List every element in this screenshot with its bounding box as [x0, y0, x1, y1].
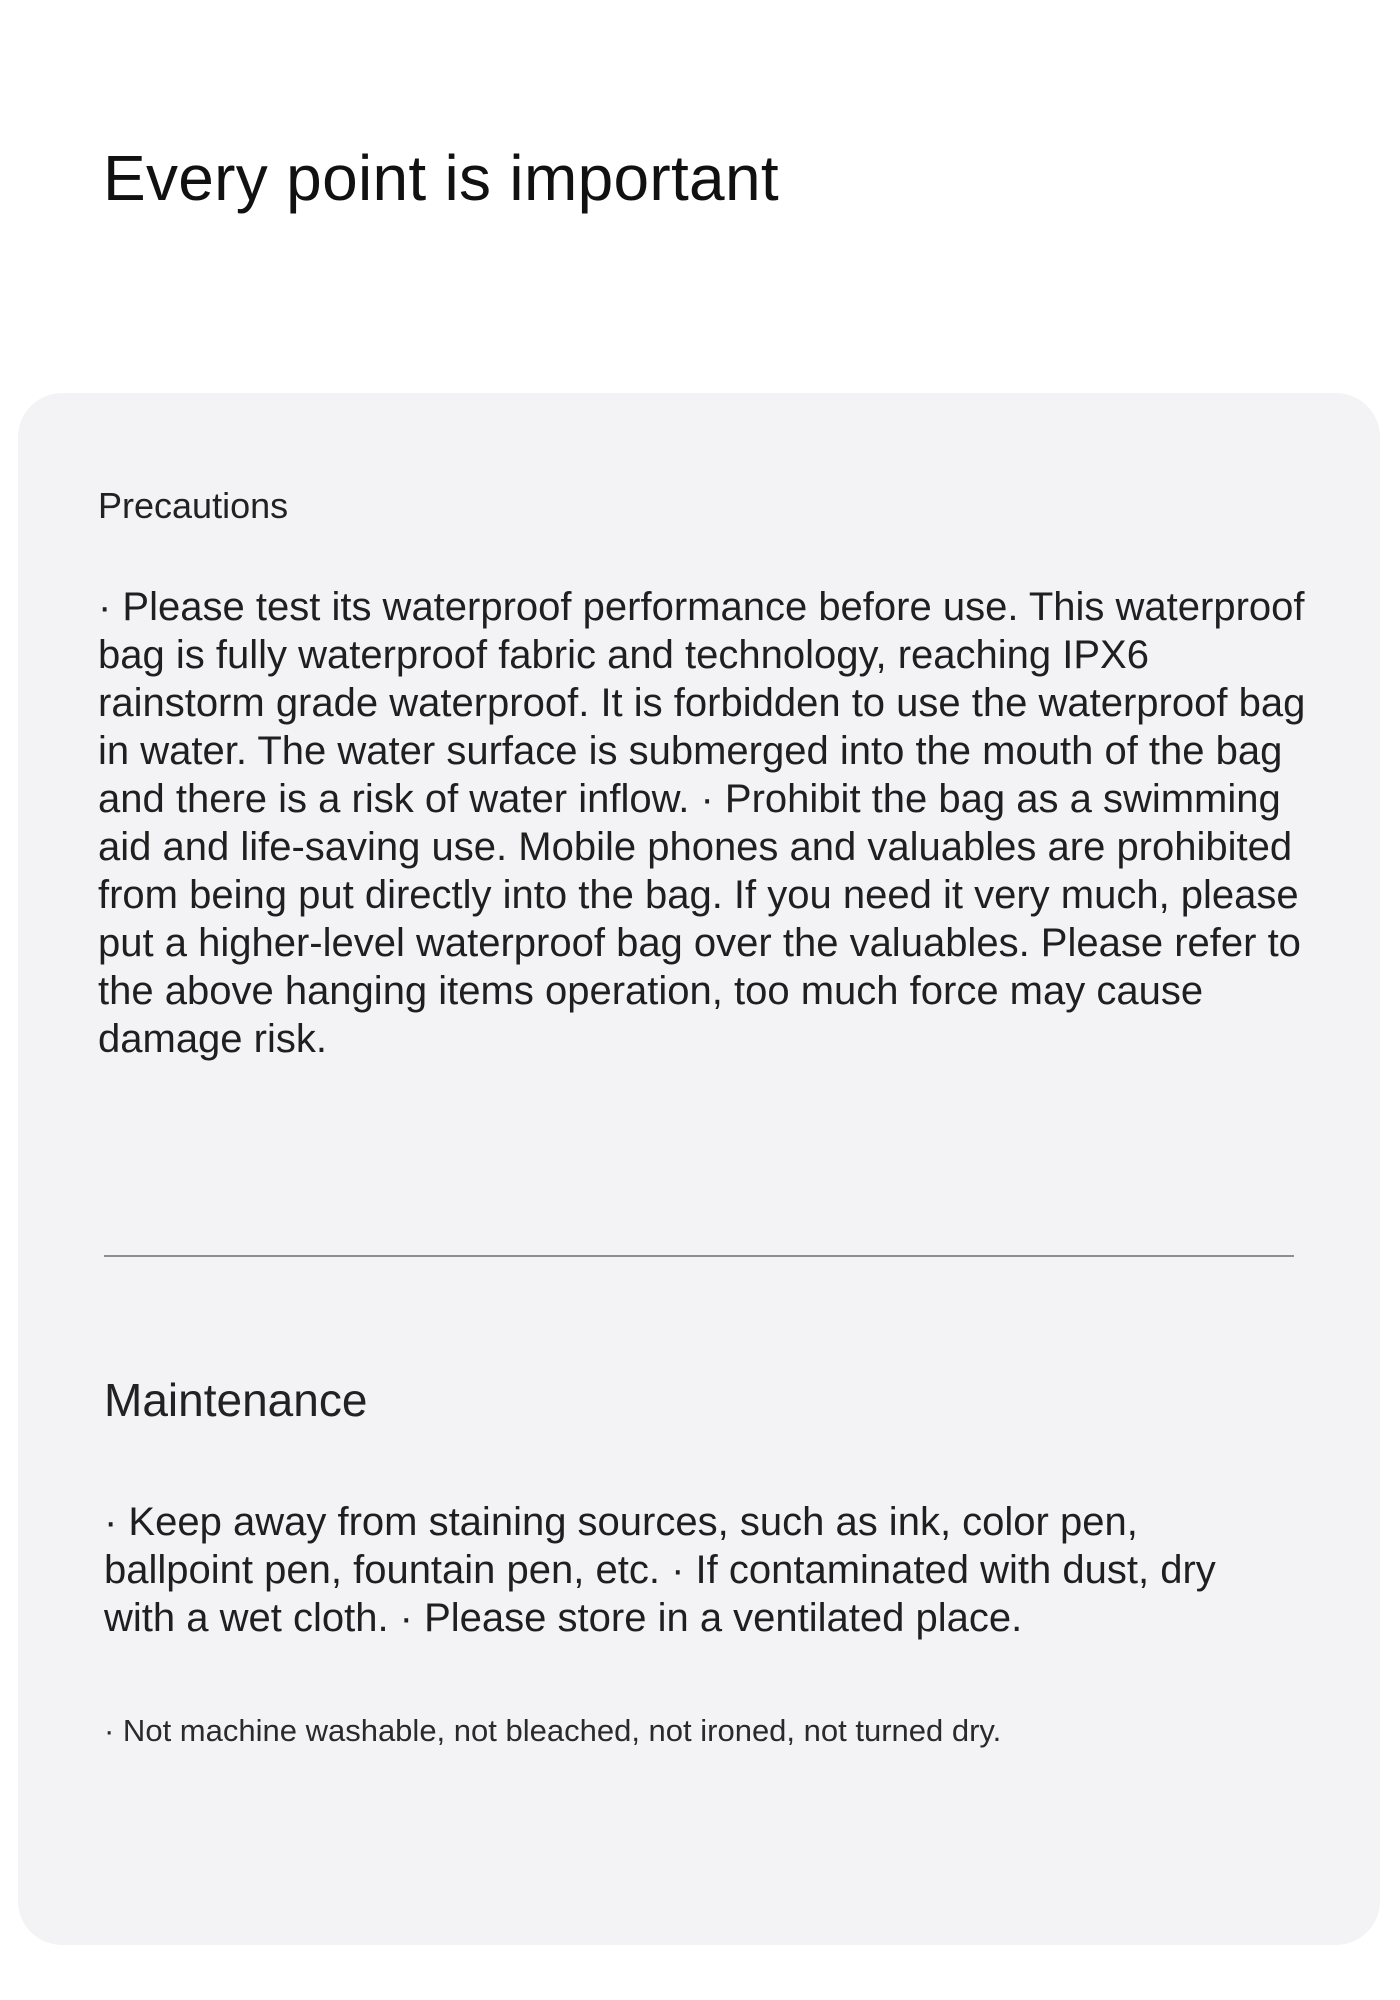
section-divider: [104, 1255, 1294, 1257]
precautions-heading: Precautions: [98, 485, 289, 526]
info-card: [18, 393, 1380, 1945]
maintenance-text: · Keep away from staining sources, such as ink, color pen, ballpoint pen, fountain pen, etc. · If contaminated with dust, dry with a wet cloth. · Please store in a ventilated place.: [104, 1500, 1216, 1640]
page-title: Every point is important: [103, 142, 779, 214]
care-note: · Not machine washable, not bleached, not ironed, not turned dry.: [104, 1713, 1002, 1748]
maintenance-heading: Maintenance: [104, 1374, 368, 1426]
precautions-text: · Please test its waterproof performance before use. This waterproof bag is fully waterproof fabric and technology, reaching IPX6 rainstorm grade waterproof. It is forbidden to use the waterproof bag in water. The water surface is submerged into the mouth of the bag and there is a risk of water inflow. · Prohibit the bag as a swimming aid and life-saving use. Mobile phones and valuables are prohibited from being put directly into the bag. If you need it very much, please put a higher-level waterproof bag over the valuables. Please refer to the above hanging items operation, too much force may cause damage risk.: [98, 585, 1306, 1061]
